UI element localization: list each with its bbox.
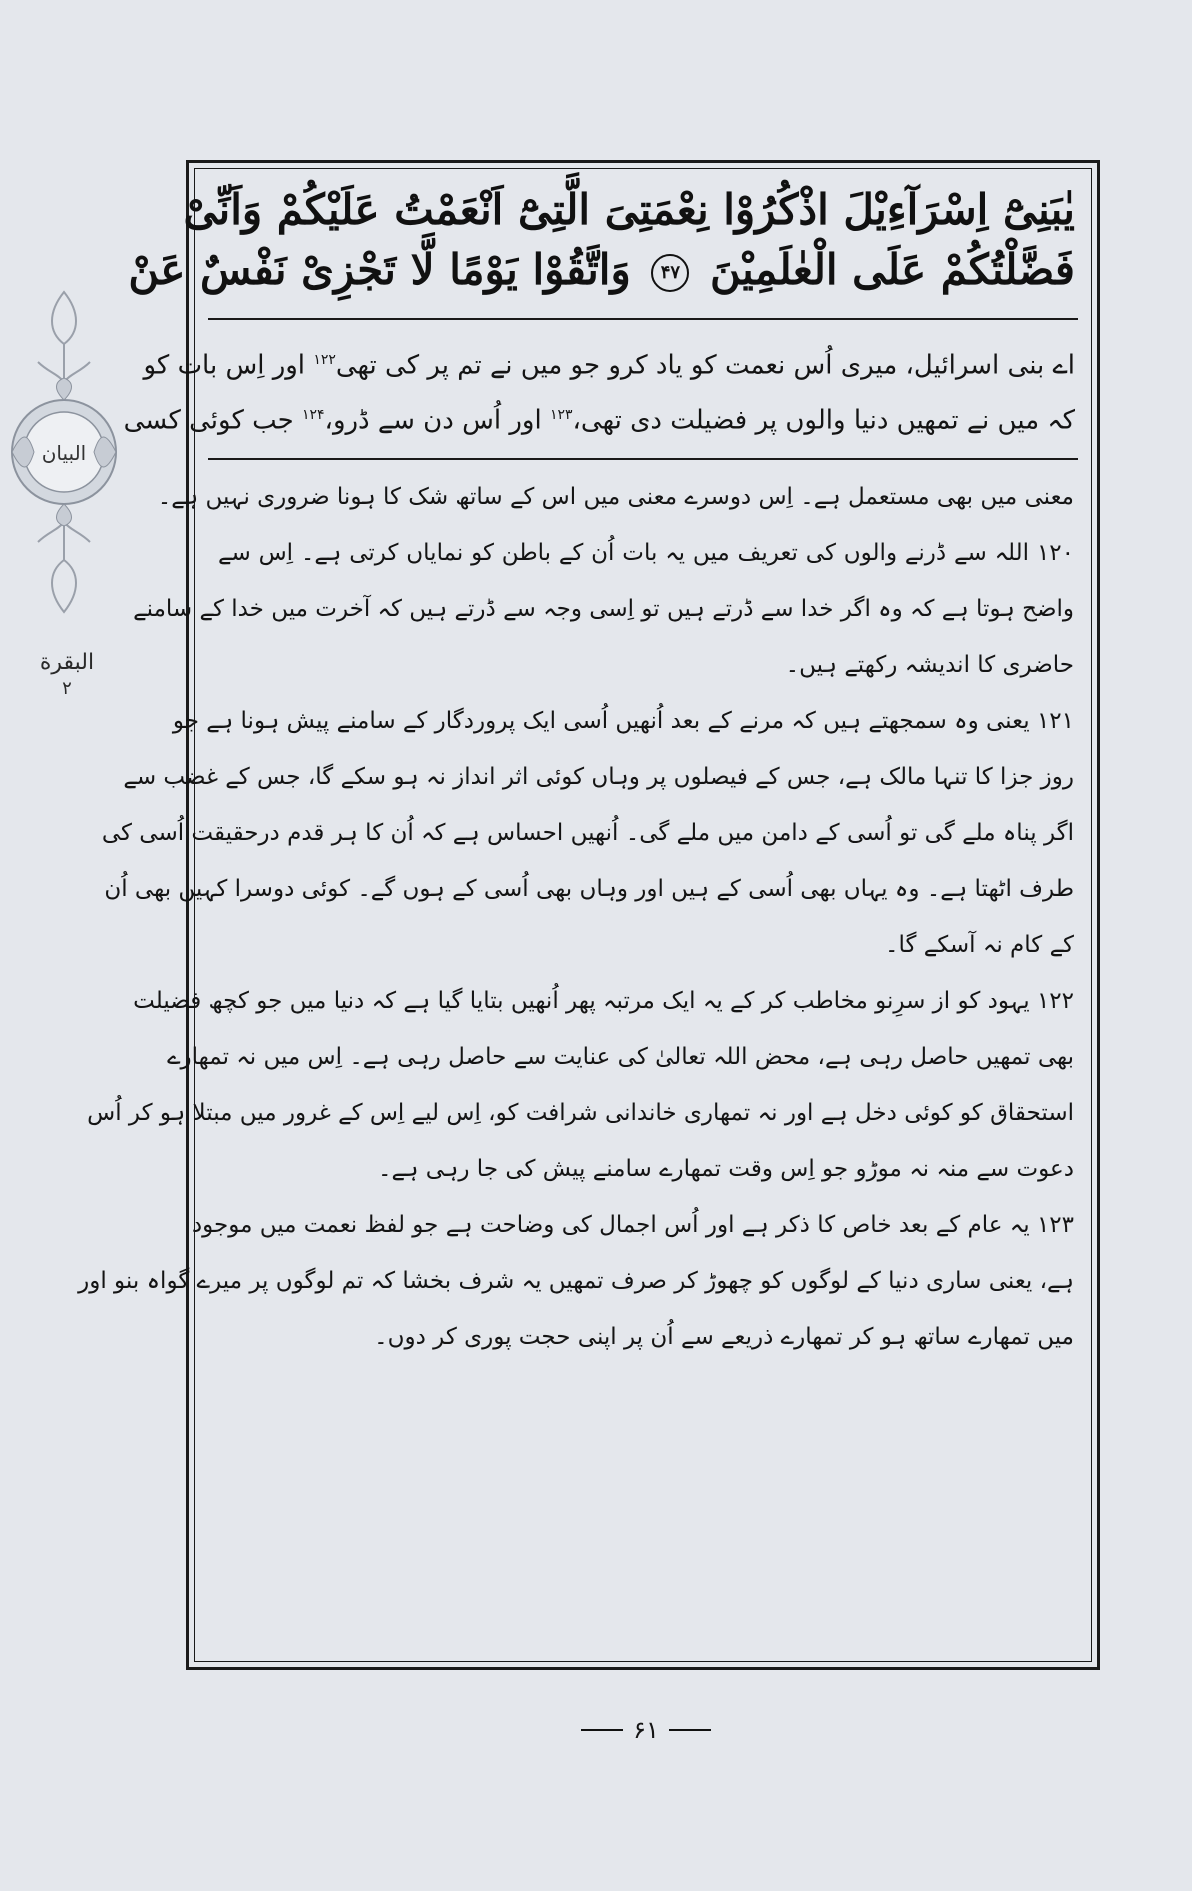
page-number-dash xyxy=(669,1729,711,1731)
arabic-verse-line-1: یٰبَنِیْٓ اِسْرَآءِیْلَ اذْکُرُوْا نِعْمَتِیَ الَّتِیْٓ اَنْعَمْتُ عَلَیْکُمْ وَاَنِّیْ xyxy=(183,185,1075,234)
surah-label xyxy=(22,650,112,702)
translation-text: اور اِس بات کو xyxy=(143,350,306,381)
note-line: کے کام نہ آسکے گا۔ xyxy=(884,932,1074,958)
note-line: اگر پناہ ملے گی تو اُسی کے دامن میں ملے گی۔ اُنھیں احساس ہے کہ اُن کا ہر قدم درحقیقت اُسی کی xyxy=(101,820,1074,846)
divider-rule-2 xyxy=(208,458,1078,460)
translation-line-1 xyxy=(143,340,1075,386)
footnote-mark: ۱۲۲ xyxy=(313,352,336,368)
note-line: استحقاق کو کوئی دخل ہے اور نہ تمھاری خاندانی شرافت کو، اِس لیے اِس کے غرور میں مبتلا ہو کر اُس xyxy=(87,1100,1074,1126)
page-inner-border xyxy=(78,168,1092,1662)
emblem-text: البیان xyxy=(41,441,87,465)
note-line: روز جزا کا تنہا مالک ہے، جس کے فیصلوں پر وہاں کوئی اثر انداز نہ ہو سکے گا، جس کے غضب سے xyxy=(123,764,1074,790)
footnote-mark: ۱۲۴ xyxy=(301,407,325,423)
note-line: ۱۲۲ یہود کو از سرِنو مخاطب کر کے یہ ایک مرتبہ پھر اُنھیں بتایا گیا ہے کہ دنیا میں جو کچھ فضیلت xyxy=(133,988,1074,1014)
note-line: ۱۲۱ یعنی وہ سمجھتے ہیں کہ مرنے کے بعد اُنھیں اُسی ایک پروردگار کے سامنے پیش ہونا ہے جو xyxy=(172,708,1074,734)
surah-name: البقرة xyxy=(39,650,95,675)
note-line: ہے، یعنی ساری دنیا کے لوگوں کو چھوڑ کر صرف تمھیں یہ شرف بخشا کہ تم لوگوں پر میرے گواہ بنو اور xyxy=(78,1268,1074,1294)
note-line: ۱۲۳ یہ عام کے بعد خاص کا ذکر ہے اور اُس اجمال کی وضاحت ہے جو لفظ نعمت میں موجود xyxy=(191,1212,1074,1238)
page-number-dash xyxy=(581,1729,623,1731)
arabic-verse-line-2-part-1: فَضَّلْتُکُمْ عَلَی الْعٰلَمِیْنَ xyxy=(710,245,1075,294)
divider-rule-1 xyxy=(208,318,1078,320)
note-line: بھی تمھیں حاصل رہی ہے، محض اللہ تعالیٰ کی عنایت سے حاصل رہی ہے۔ اِس میں نہ تمھارے xyxy=(167,1044,1074,1070)
arabic-verse-line-2 xyxy=(128,240,1075,300)
note-line: دعوت سے منہ نہ موڑو جو اِس وقت تمھارے سامنے پیش کی جا رہی ہے۔ xyxy=(378,1156,1074,1182)
arabic-verse-line-2-part-2: وَاتَّقُوْا یَوْمًا لَّا تَجْزِیْ نَفْسٌ عَنْ xyxy=(128,245,631,294)
translation-text: اور اُس دن سے ڈرو، xyxy=(324,405,542,436)
page-number-text: ۶۱ xyxy=(633,1716,659,1744)
note-line: ۱۲۰ اللہ سے ڈرنے والوں کی تعریف میں یہ بات اُن کے باطن کو نمایاں کرتی ہے۔ اِس سے xyxy=(218,540,1074,566)
note-line: معنی میں بھی مستعمل ہے۔ اِس دوسرے معنی میں اس کے ساتھ شک کا ہونا ضروری نہیں ہے۔ xyxy=(157,484,1074,510)
note-line: حاضری کا اندیشہ رکھتے ہیں۔ xyxy=(785,652,1074,678)
translation-text: جب کوئی کسی xyxy=(123,405,294,436)
footnote-mark: ۱۲۳ xyxy=(549,407,573,423)
page-number xyxy=(572,1715,720,1745)
note-line: میں تمھارے ساتھ ہو کر تمھارے ذریعے سے اُن پر اپنی حجت پوری کر دوں۔ xyxy=(374,1324,1074,1350)
surah-number: ۲ xyxy=(62,678,72,699)
note-line: طرف اٹھتا ہے۔ وہ یہاں بھی اُسی کے ہیں اور وہاں بھی اُسی کے ہوں گے۔ کوئی دوسرا کہیں بھی اُن xyxy=(104,876,1074,902)
note-line: واضح ہوتا ہے کہ وہ اگر خدا سے ڈرتے ہیں تو اِسی وجہ سے ڈرتے ہیں کہ آخرت میں خدا کے سامنے xyxy=(133,596,1074,622)
ornament-emblem xyxy=(8,282,120,622)
translation-text: کہ میں نے تمھیں دنیا والوں پر فضیلت دی تھی، xyxy=(572,405,1075,436)
ayah-number-marker: ۴۷ xyxy=(651,254,689,292)
translation-text: اے بنی اسرائیل، میری اُس نعمت کو یاد کرو جو میں نے تم پر کی تھی xyxy=(335,350,1075,381)
translation-line-2 xyxy=(123,395,1075,441)
